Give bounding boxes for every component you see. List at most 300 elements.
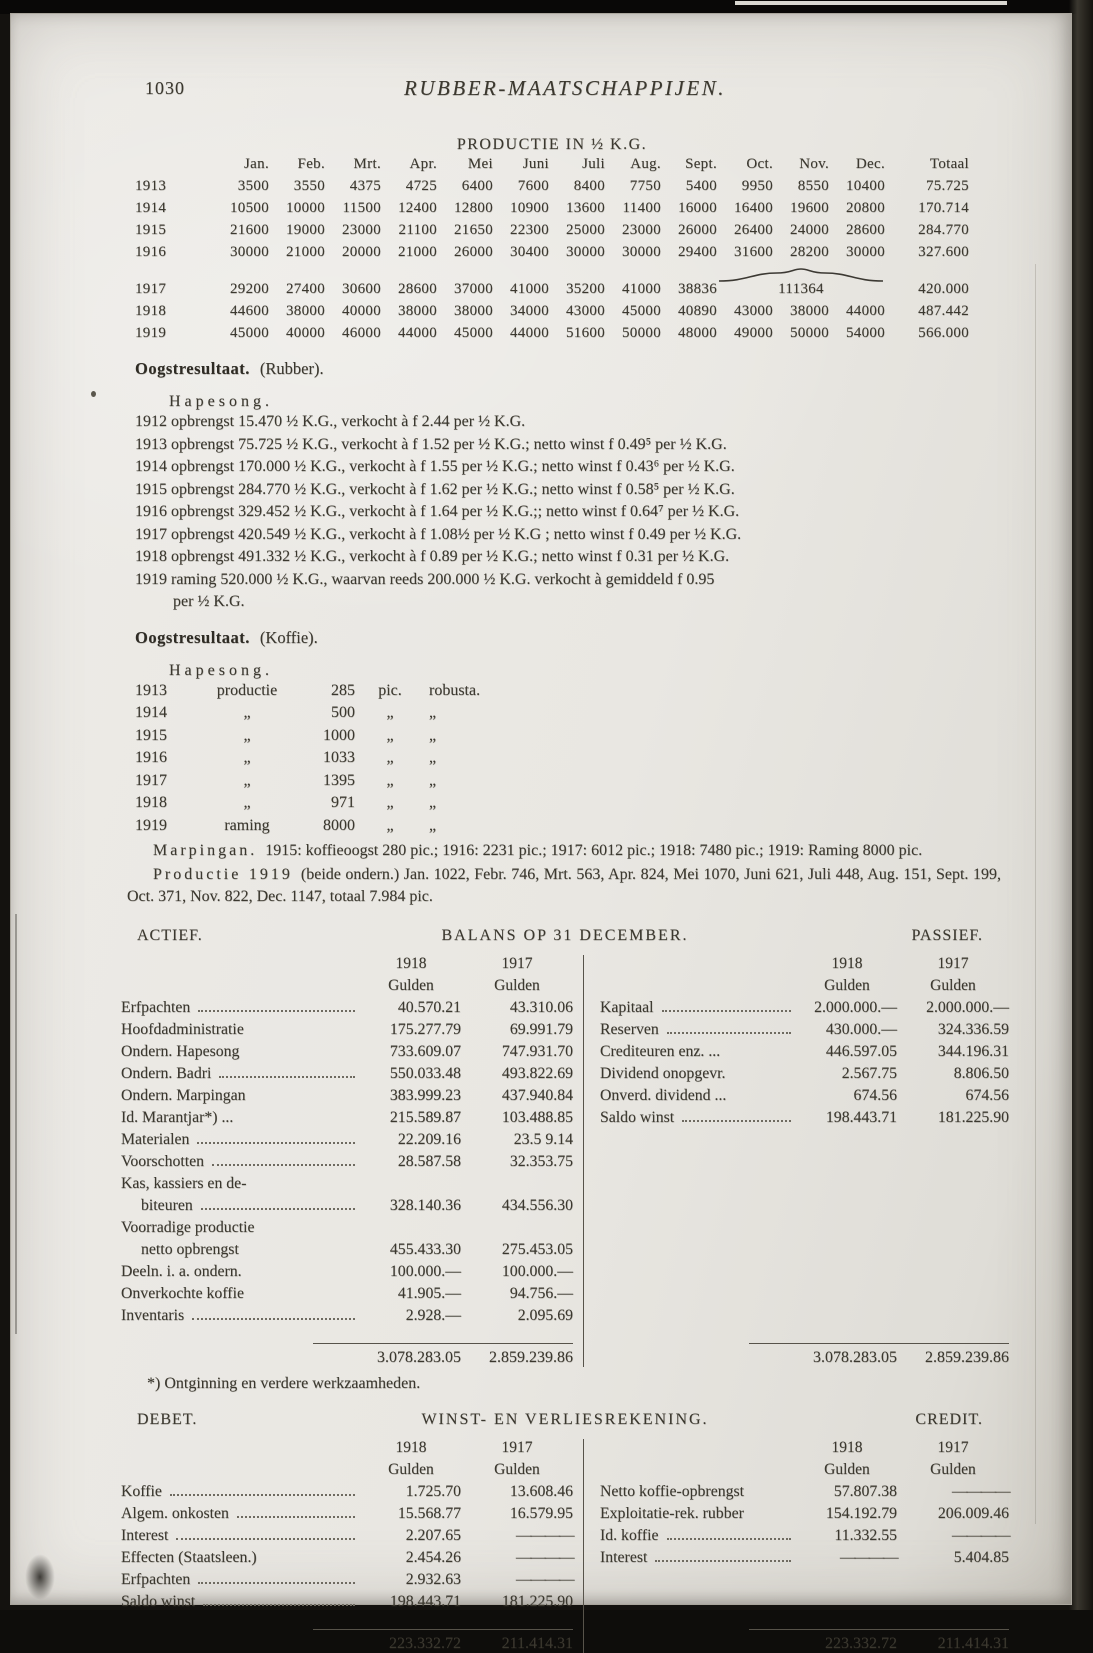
coffee-unit: pic. — [378, 681, 402, 699]
production-cell: 26000 — [454, 244, 493, 260]
scan-right-edge — [1069, 0, 1093, 1610]
ledger-label-text: Ondern. Badri — [121, 1064, 212, 1082]
coffee-unit: „ — [429, 816, 437, 834]
ledger-value-1918: 198.443.71 — [389, 1592, 461, 1610]
ledger-label-text: Crediteuren enz. ... — [600, 1042, 721, 1060]
credit-rows — [600, 1483, 1009, 1653]
year-1917: 1917 — [937, 1438, 969, 1456]
coffee-label: „ — [243, 704, 251, 721]
production-cell: 37000 — [454, 281, 493, 297]
ledger-value-1918: 674.56 — [853, 1086, 897, 1104]
margin-dot-mark — [91, 391, 96, 397]
production-cell: 28200 — [790, 244, 829, 260]
dotted-leader — [192, 1318, 355, 1320]
year-header-row — [600, 1439, 1009, 1461]
coffee-row — [135, 727, 1009, 750]
ledger-value-1918: 430.000.— — [825, 1020, 897, 1038]
production-cell: 30600 — [342, 281, 381, 297]
production-header-row — [135, 156, 1009, 178]
ledger-row — [600, 1549, 1009, 1571]
production-header-cell: Aug. — [630, 156, 661, 172]
ledger-label-text: Onverd. dividend ... — [600, 1086, 727, 1104]
rubber-results-lines — [135, 413, 1009, 593]
ledger-label — [121, 1197, 361, 1215]
ledger-label — [600, 1549, 797, 1567]
ledger-label — [121, 1021, 361, 1039]
production-cell: 54000 — [846, 325, 885, 341]
coffee-unit: „ — [429, 794, 437, 811]
coffee-unit: „ — [386, 704, 394, 721]
pnl-debet-column — [121, 1439, 584, 1653]
coffee-unit: „ — [386, 816, 394, 834]
ledger-label — [121, 1109, 361, 1127]
ledger-value-1918: 455.433.30 — [389, 1240, 461, 1258]
ledger-total-1917: 211.414.31 — [501, 1634, 573, 1652]
balance-actief-column — [121, 955, 584, 1367]
ledger-row — [121, 1043, 573, 1065]
ledger-label — [121, 1527, 361, 1545]
production-year: 1915 — [135, 222, 167, 238]
year-1917: 1917 — [501, 1438, 533, 1456]
productie-1919-name: Productie 1919 — [153, 865, 293, 883]
ledger-label-text: biteuren — [141, 1196, 193, 1214]
production-row — [135, 325, 1009, 347]
production-year: 1913 — [135, 178, 167, 194]
production-header-cell: Totaal — [929, 156, 969, 172]
pnl-header — [121, 1411, 1009, 1435]
ledger-label — [600, 1087, 797, 1105]
ledger-value-1917: 32.353.75 — [509, 1152, 573, 1170]
scan-smudge — [25, 1554, 55, 1600]
production-cell: 27400 — [286, 281, 325, 297]
ledger-row — [121, 1593, 573, 1615]
production-cell: 38836 — [678, 281, 717, 297]
currency-label: Gulden — [494, 1460, 540, 1478]
dotted-leader — [682, 1120, 791, 1122]
year-header-row — [600, 955, 1009, 977]
ledger-label — [121, 1505, 361, 1523]
balance-passief-column — [584, 955, 1009, 1367]
ledger-total-1917: 2.859.239.86 — [489, 1348, 573, 1366]
ledger-value-1918: 154.192.79 — [825, 1504, 897, 1522]
ledger-row — [600, 1021, 1009, 1043]
ledger-label — [600, 1043, 797, 1061]
ledger-value-1917: 8.806.50 — [953, 1064, 1009, 1082]
currency-header-row — [600, 977, 1009, 999]
production-total-cell: 75.725 — [925, 178, 969, 194]
production-cell: 21000 — [398, 244, 437, 260]
coffee-unit: „ — [386, 749, 394, 766]
debet-label: DEBET. — [137, 1410, 198, 1428]
production-cell: 10000 — [286, 200, 325, 216]
ledger-row — [600, 999, 1009, 1021]
ledger-label — [121, 1571, 361, 1589]
ledger-row — [600, 1505, 1009, 1527]
ledger-value-1917: ———— — [515, 1526, 573, 1544]
production-cell: 44000 — [846, 303, 885, 319]
dotted-leader — [198, 1582, 355, 1584]
ledger-row — [121, 1153, 573, 1175]
ledger-value-1917: 2.095.69 — [517, 1306, 573, 1324]
ledger-value-1917: 206.009.46 — [937, 1504, 1009, 1522]
ledger-total-row — [121, 1615, 573, 1653]
rubber-result-line: 1915 opbrengst 284.770 ½ K.G., verkocht à f 1.62 per ½ K.G.; netto winst f 0.58⁵ per ½ K.G. — [135, 480, 735, 498]
production-year: 1919 — [135, 325, 167, 341]
production-cell: 23000 — [342, 222, 381, 238]
production-cell: 45000 — [622, 303, 661, 319]
coffee-label: „ — [243, 749, 251, 766]
dotted-leader — [662, 1010, 791, 1012]
dotted-leader — [655, 1560, 791, 1562]
year-1918: 1918 — [831, 954, 863, 972]
currency-header-row — [121, 1461, 573, 1483]
ledger-total-1917: 2.859.239.86 — [925, 1348, 1009, 1366]
productie-1919-text: (beide ondern.) Jan. 1022, Febr. 746, Mrt. 563, Apr. 824, Mei 1070, Juni 621, Juli 448, Aug. 151, Sept. 199, Oct. 371, Nov. 822, Dec. 1147, totaal 7.984 pic. — [127, 865, 1001, 905]
ledger-label — [121, 999, 361, 1017]
production-year: 1917 — [135, 281, 167, 297]
ledger-label-text: Ondern. Marpingan — [121, 1086, 246, 1104]
production-cell: 29200 — [230, 281, 269, 297]
rubber-results-continuation: per ½ K.G. — [173, 593, 245, 610]
ledger-label — [121, 1087, 361, 1105]
ledger-row — [121, 1505, 573, 1527]
coffee-amount: 500 — [331, 704, 355, 721]
year-1917: 1917 — [501, 954, 533, 972]
ledger-row — [121, 1263, 573, 1285]
production-cell: 12800 — [454, 200, 493, 216]
ledger-value-1917: 13.608.46 — [509, 1482, 573, 1500]
production-header-cell: Apr. — [409, 156, 437, 172]
brace-icon — [717, 268, 885, 282]
ledger-row — [600, 1065, 1009, 1087]
ledger-label — [121, 1153, 361, 1171]
coffee-year: 1919 — [135, 816, 167, 834]
production-cell: 38000 — [790, 303, 829, 319]
production-cell: 21000 — [286, 244, 325, 260]
ledger-value-1918: 40.570.21 — [397, 998, 461, 1016]
ledger-value-1917: ———— — [951, 1482, 1009, 1500]
ledger-value-1917: 5.404.85 — [953, 1548, 1009, 1566]
production-header-cell: Sept. — [685, 156, 717, 172]
scan-top-notch — [735, 1, 1007, 5]
production-cell: 40000 — [286, 325, 325, 341]
production-cell: 5400 — [685, 178, 717, 194]
koffie-suffix: (Koffie). — [259, 627, 318, 647]
production-cell: 10400 — [846, 178, 885, 194]
coffee-amount: 8000 — [323, 816, 355, 834]
production-header-cell: Mrt. — [353, 156, 381, 172]
ledger-label-text: Interest — [121, 1526, 169, 1544]
coffee-row — [135, 772, 1009, 795]
dotted-leader — [176, 1538, 355, 1540]
production-total-cell: 487.442 — [918, 303, 969, 319]
production-cell: 6400 — [461, 178, 493, 194]
ledger-value-1917: ———— — [515, 1548, 573, 1566]
production-cell: 12400 — [398, 200, 437, 216]
rubber-result-line: 1916 opbrengst 329.452 ½ K.G., verkocht à f 1.64 per ½ K.G.;; netto winst f 0.64⁷ per ½ K.G. — [135, 503, 740, 520]
currency-label: Gulden — [930, 1460, 976, 1478]
ledger-row — [121, 1549, 573, 1571]
ledger-label — [600, 999, 797, 1017]
production-cell: 50000 — [790, 325, 829, 341]
production-total-cell: 284.770 — [918, 222, 969, 238]
ledger-label-text: Saldo winst — [121, 1592, 196, 1610]
currency-label: Gulden — [388, 1460, 434, 1478]
scan-left-mark — [15, 914, 17, 1334]
coffee-year: 1915 — [135, 726, 167, 744]
ledger-row — [121, 1087, 573, 1109]
dotted-leader — [170, 1494, 355, 1496]
production-header-cell: Juni — [522, 156, 549, 172]
production-cell: 35200 — [566, 281, 605, 297]
production-cell: 3500 — [237, 178, 269, 194]
ledger-label-text: Dividend onopgevr. — [600, 1064, 726, 1082]
ledger-total-line — [749, 1629, 1009, 1653]
ledger-value-1917: 437.940.84 — [501, 1086, 573, 1104]
ledger-value-1918: 11.332.55 — [834, 1526, 897, 1544]
production-cell: 9950 — [741, 178, 773, 194]
page-number: 1030 — [145, 78, 185, 98]
production-cell: 7750 — [629, 178, 661, 194]
ledger-value-1917: 434.556.30 — [501, 1196, 573, 1214]
dotted-leader — [219, 1076, 355, 1078]
production-cell: 41000 — [510, 281, 549, 297]
ledger-label — [121, 1065, 361, 1083]
coffee-row — [135, 704, 1009, 727]
ledger-value-1917: 275.453.05 — [501, 1240, 573, 1258]
ledger-value-1917: 23.5 9.14 — [513, 1130, 573, 1148]
balance-title: BALANS OP 31 DECEMBER. — [441, 926, 689, 944]
production-cell: 31600 — [734, 244, 773, 260]
coffee-label: „ — [243, 771, 251, 789]
coffee-amount: 1033 — [323, 749, 355, 766]
ledger-label — [121, 1285, 361, 1303]
coffee-amount: 1395 — [323, 771, 355, 789]
production-cell: 8550 — [797, 178, 829, 194]
ledger-label-text: Erfpachten — [121, 1570, 191, 1588]
production-cell: 16400 — [734, 200, 773, 216]
ledger-value-1918: 2.932.63 — [405, 1570, 461, 1588]
ledger-value-1918: 2.000.000.— — [814, 998, 897, 1016]
coffee-row — [135, 794, 1009, 817]
coffee-year: 1914 — [135, 704, 167, 721]
ledger-value-1918: 2.928.— — [405, 1306, 461, 1324]
production-header-cell: Oct. — [746, 156, 773, 172]
production-cell: 44600 — [230, 303, 269, 319]
production-cell: 20000 — [342, 244, 381, 260]
ledger-total-1918: 223.332.72 — [389, 1634, 461, 1652]
ledger-value-1918: ———— — [839, 1548, 897, 1566]
currency-label: Gulden — [824, 976, 870, 994]
production-cell: 51600 — [566, 325, 605, 341]
pnl-credit-column — [584, 1439, 1009, 1653]
debet-rows — [121, 1483, 573, 1653]
production-cell: 21100 — [398, 222, 437, 238]
ledger-value-1918: 57.807.38 — [833, 1482, 897, 1500]
ledger-label — [121, 1219, 361, 1237]
production-cell: 23000 — [622, 222, 661, 238]
ledger-total-1918: 223.332.72 — [825, 1634, 897, 1652]
production-cell: 28600 — [846, 222, 885, 238]
ledger-value-1917: 674.56 — [965, 1086, 1009, 1104]
production-cell: 45000 — [230, 325, 269, 341]
coffee-unit: „ — [429, 771, 437, 789]
production-cell: 22300 — [510, 222, 549, 238]
ledger-row — [121, 1483, 573, 1505]
production-total-cell: 420.000 — [918, 281, 969, 297]
ledger-total-1918: 3.078.283.05 — [377, 1348, 461, 1366]
coffee-amount: 971 — [331, 794, 355, 811]
production-cell: 38000 — [286, 303, 325, 319]
production-cell: 29400 — [678, 244, 717, 260]
ledger-value-1917: 181.225.90 — [501, 1592, 573, 1610]
ledger-label-text: Koffie — [121, 1482, 162, 1500]
coffee-amount: 1000 — [323, 726, 355, 744]
page-fold-line — [1035, 264, 1036, 1524]
dotted-leader — [212, 1164, 355, 1166]
ledger-row — [600, 1043, 1009, 1065]
coffee-row — [135, 749, 1009, 772]
ledger-label-text: Kapitaal — [600, 998, 654, 1016]
ledger-value-1917: 324.336.59 — [937, 1020, 1009, 1038]
ledger-row — [121, 1131, 573, 1153]
production-cell: 48000 — [678, 325, 717, 341]
rubber-result-line: 1918 opbrengst 491.332 ½ K.G., verkocht à f 0.89 per ½ K.G.; netto winst f 0.31 per ½ K.G. — [135, 548, 730, 565]
production-row — [135, 222, 1009, 244]
ledger-total-1918: 3.078.283.05 — [813, 1348, 897, 1366]
oogstresultaat-label: Oogstresultaat. — [135, 359, 250, 378]
ledger-row — [600, 1109, 1009, 1131]
ledger-value-1918: 198.443.71 — [825, 1108, 897, 1126]
ledger-label-text: Erfpachten — [121, 998, 191, 1016]
ledger-label-text: Voorradige productie — [121, 1218, 255, 1236]
ledger-label-text: Netto koffie-opbrengst — [600, 1482, 745, 1500]
ledger-total-1917: 211.414.31 — [937, 1634, 1009, 1652]
production-cell: 50000 — [622, 325, 661, 341]
year-header-row — [121, 1439, 573, 1461]
ledger-row — [121, 1175, 573, 1197]
ledger-value-1917: 103.488.85 — [501, 1108, 573, 1126]
ledger-value-1917: 344.196.31 — [937, 1042, 1009, 1060]
production-year: 1914 — [135, 200, 167, 216]
production-cell: 21650 — [454, 222, 493, 238]
productie-1919-paragraph — [127, 864, 1001, 909]
ledger-total-line — [313, 1629, 573, 1653]
section-heading-koffie — [135, 628, 1009, 648]
dotted-leader — [667, 1538, 792, 1540]
production-cell: 11400 — [622, 200, 661, 216]
coffee-unit: „ — [429, 704, 437, 721]
ledger-total-row — [121, 1329, 573, 1367]
rubber-result-line: 1913 opbrengst 75.725 ½ K.G., verkocht à f 1.52 per ½ K.G.; netto winst f 0.49⁵ per ½ K.G. — [135, 435, 727, 453]
ledger-row — [121, 1065, 573, 1087]
ledger-value-1918: 550.033.48 — [389, 1064, 461, 1082]
ledger-value-1918: 15.568.77 — [397, 1504, 461, 1522]
ledger-row — [121, 1285, 573, 1307]
credit-label: CREDIT. — [915, 1410, 983, 1428]
oogstresultaat-label: Oogstresultaat. — [135, 627, 250, 647]
ledger-label-text: Saldo winst — [600, 1108, 675, 1126]
ledger-value-1917: 94.756.— — [509, 1284, 573, 1302]
ledger-label-text: Materialen — [121, 1130, 190, 1148]
ledger-value-1917: 16.579.95 — [509, 1504, 573, 1522]
production-cell: 19600 — [790, 200, 829, 216]
production-total-cell: 566.000 — [918, 325, 969, 341]
production-cell: 34000 — [510, 303, 549, 319]
ledger-value-1917: ———— — [515, 1570, 573, 1588]
currency-label: Gulden — [824, 1460, 870, 1478]
production-cell: 30000 — [566, 244, 605, 260]
rubber-suffix: (Rubber). — [259, 359, 324, 378]
production-cell: 43000 — [734, 303, 773, 319]
coffee-label: „ — [243, 794, 251, 811]
ledger-value-1917: 493.822.69 — [501, 1064, 573, 1082]
ledger-value-1918: 215.589.87 — [389, 1108, 461, 1126]
ledger-value-1918: 2.454.26 — [405, 1548, 461, 1566]
ledger-value-1918: 328.140.36 — [389, 1196, 461, 1214]
coffee-row — [135, 682, 1009, 705]
production-cell: 44000 — [510, 325, 549, 341]
ledger-value-1917: 2.000.000.— — [926, 998, 1009, 1016]
ledger-label — [121, 1307, 361, 1325]
production-cell: 11500 — [342, 200, 381, 216]
coffee-unit: „ — [386, 726, 394, 744]
production-cell: 44000 — [398, 325, 437, 341]
brace-row — [135, 266, 1009, 281]
ledger-label — [121, 1549, 361, 1567]
ledger-label — [121, 1593, 361, 1611]
ledger-total-line — [749, 1343, 1009, 1367]
ledger-value-1918: 446.597.05 — [825, 1042, 897, 1060]
ledger-row — [121, 999, 573, 1021]
ledger-label — [600, 1021, 797, 1039]
ledger-label — [121, 1483, 361, 1501]
ledger-total-row — [600, 1329, 1009, 1367]
ledger-value-1918: 175.277.79 — [389, 1020, 461, 1038]
actief-rows — [121, 999, 573, 1367]
production-cell: 45000 — [454, 325, 493, 341]
currency-label: Gulden — [388, 976, 434, 994]
ledger-row — [121, 1219, 573, 1241]
dotted-leader — [198, 1010, 355, 1012]
ledger-total-row — [600, 1615, 1009, 1653]
ledger-label-text: Kas, kassiers en de- — [121, 1174, 247, 1192]
marpingan-name: Marpingan. — [153, 842, 258, 859]
coffee-unit: „ — [429, 749, 437, 766]
production-cell: 19000 — [286, 222, 325, 238]
coffee-year: 1916 — [135, 749, 167, 766]
production-cell: 16000 — [678, 200, 717, 216]
ledger-value-1917: 43.310.06 — [509, 998, 573, 1016]
production-header-cell: Nov. — [799, 156, 829, 172]
passief-rows — [600, 999, 1009, 1367]
estate-name-hapesong: Hapesong. — [169, 393, 273, 410]
pnl-title: WINST- EN VERLIESREKENING. — [421, 1410, 709, 1428]
year-1918: 1918 — [395, 954, 427, 972]
production-cell: 7600 — [517, 178, 549, 194]
production-cell: 40000 — [342, 303, 381, 319]
production-header-cell: Juli — [582, 156, 605, 172]
ledger-value-1918: 733.609.07 — [389, 1042, 461, 1060]
coffee-row — [135, 817, 1009, 840]
ledger-total-line — [313, 1343, 573, 1367]
production-row — [135, 281, 1009, 303]
ledger-row — [600, 1483, 1009, 1505]
dotted-leader — [203, 1604, 355, 1606]
balance-header — [121, 927, 1009, 951]
ledger-label — [600, 1065, 797, 1083]
production-cell: 25000 — [566, 222, 605, 238]
